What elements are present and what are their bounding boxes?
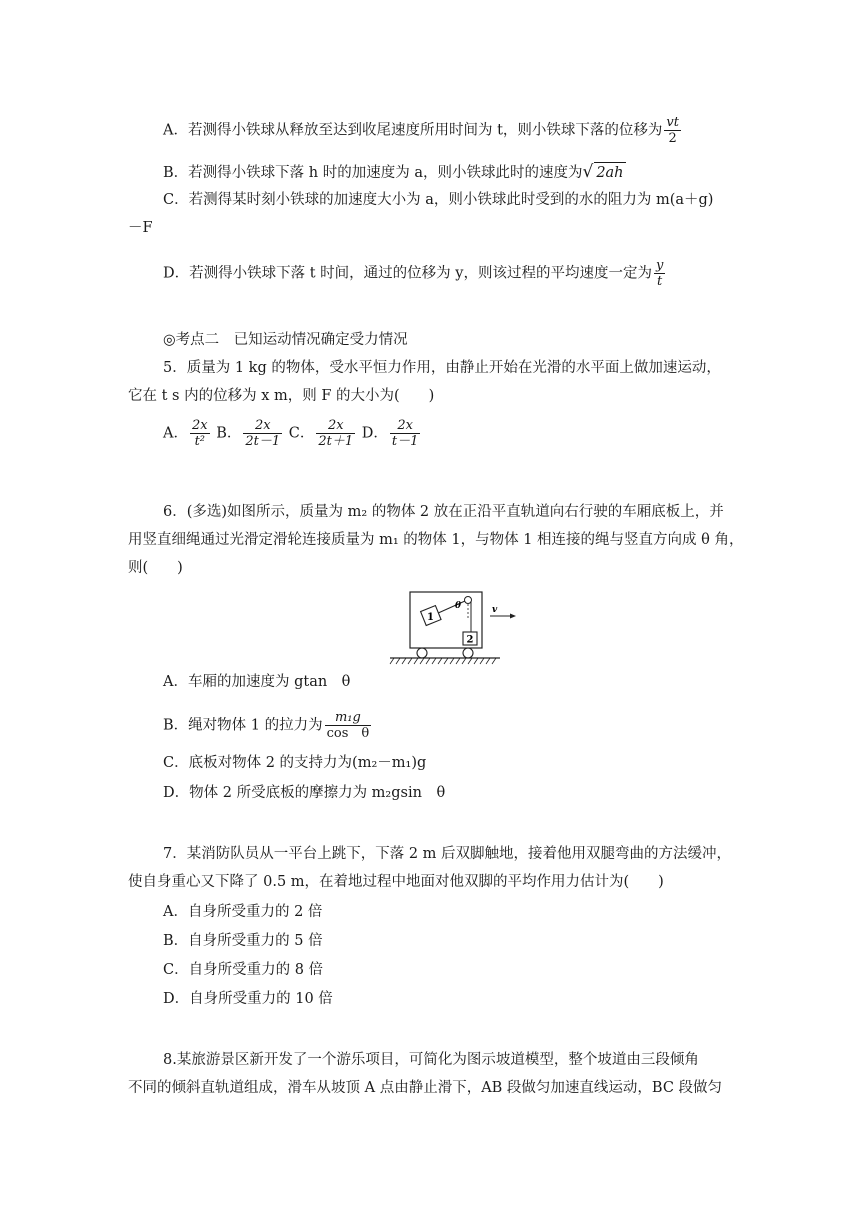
- q4-option-b: B．若测得小铁球下落 h 时的加速度为 a，则小铁球此时的速度为√ 2ah: [163, 162, 624, 182]
- fraction: $\frac{\text{m₁g}}{\text{cos θ}}$: [326, 710, 370, 741]
- q5-option-a: $\frac{2x}{\text{t²}}$: [191, 418, 208, 449]
- q6-stem-line2: 用竖直细绳通过光滑定滑轮连接质量为 m₁ 的物体 1，与物体 1 相连接的绳与竖直方向成 θ 角，: [128, 532, 744, 548]
- object-1-label: 1: [427, 612, 434, 623]
- q5-option-d: $\frac{2x}{t-1}$: [391, 418, 419, 449]
- wheel-icon: [417, 648, 427, 658]
- fraction: $\frac{y}{t}$: [655, 258, 664, 289]
- q4-option-d: D．若测得小铁球下落 t 时间，通过的位移为 y，则该过程的平均速度一定为 $\frac{y}{t}$: [163, 258, 664, 289]
- pulley-icon: [465, 597, 472, 604]
- q5-option-b: $\frac{2x}{2t-1}$: [245, 418, 281, 449]
- q6-option-d: D．物体 2 所受底板的摩擦力为 m₂gsin θ: [163, 785, 446, 801]
- q5-stem-line2: 它在 t s 内的位移为 x m，则 F 的大小为( ): [128, 388, 435, 404]
- q4-option-c-line1: C．若测得某时刻小铁球的加速度大小为 a，则小铁球此时受到的水的阻力为 m(a＋g): [163, 192, 714, 208]
- section-title: ◎考点二 已知运动情况确定受力情况: [163, 332, 408, 348]
- q8-stem-line1: 8.某旅游景区新开发了一个游乐项目，可简化为图示坡道模型，整个坡道由三段倾角: [163, 1052, 699, 1068]
- q5-options: A． $\frac{2x}{\text{t²}}$ B． $\frac{2x}{2t-1}$ C． $\frac{2x}{2t+1}$ D． $\frac{2x}{t-1}$: [163, 418, 419, 449]
- object-2-label: 2: [466, 634, 474, 646]
- wheel-icon: [463, 648, 473, 658]
- q7-stem-line1: 7．某消防队员从一平台上跳下，下落 2 m 后双脚触地，接着他用双腿弯曲的方法缓冲，: [163, 846, 732, 862]
- velocity-label: v: [492, 605, 498, 615]
- q4-option-a: A．若测得小铁球从释放至达到收尾速度所用时间为 t，则小铁球下落的位移为 $\frac{vt}{2}$: [163, 115, 679, 146]
- q4-option-c-line2: －F: [128, 220, 153, 236]
- q7-option-d: D．自身所受重力的 10 倍: [163, 991, 333, 1007]
- carriage-diagram: [388, 588, 528, 666]
- q7-option-b: B．自身所受重力的 5 倍: [163, 933, 323, 949]
- q5-option-c: $\frac{2x}{2t+1}$: [318, 418, 354, 449]
- q6-stem-line1: 6．(多选)如图所示，质量为 m₂ 的物体 2 放在正沿平直轨道向右行驶的车厢底板上，并: [163, 504, 724, 520]
- q7-option-a: A．自身所受重力的 2 倍: [163, 904, 323, 920]
- theta-label: θ: [455, 601, 462, 611]
- sqrt-icon: √: [582, 162, 594, 182]
- ground-hatching: [390, 658, 496, 664]
- fraction: $\frac{vt}{2}$: [666, 115, 679, 146]
- q5-stem-line1: 5．质量为 1 kg 的物体，受水平恒力作用，由静止开始在光滑的水平面上做加速运动，: [163, 360, 721, 376]
- q6-option-a: A．车厢的加速度为 gtan θ: [163, 674, 351, 690]
- q7-stem-line2: 使自身重心又下降了 0.5 m，在着地过程中地面对他双脚的平均作用力估计为( ): [128, 874, 664, 890]
- arrow-head-icon: [510, 614, 516, 619]
- q6-stem-line3: 则( ): [128, 560, 183, 576]
- q8-stem-line2: 不同的倾斜直轨道组成，滑车从坡顶 A 点由静止滑下，AB 段做匀加速直线运动，BC 段做匀: [128, 1080, 723, 1096]
- q6-option-c: C．底板对物体 2 的支持力为(m₂－m₁)g: [163, 755, 427, 771]
- q6-option-b: B．绳对物体 1 的拉力为 $\frac{\text{m₁g}}{\text{cos θ}}$: [163, 710, 370, 741]
- q7-option-c: C．自身所受重力的 8 倍: [163, 962, 324, 978]
